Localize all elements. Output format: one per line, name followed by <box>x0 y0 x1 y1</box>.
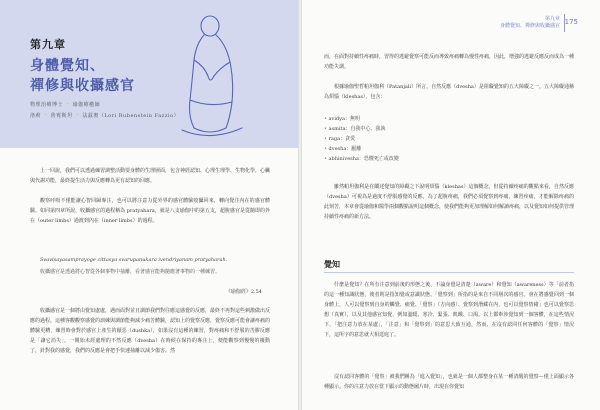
list-item: • dvesha：厭離 <box>324 144 399 154</box>
body-paragraph-2: 根據瑜伽聖哲帕坦伽利（Patanjali）所言，自然反應（dvesha）是阻礙覺知的五大障礙之一，五大障礙通稱為煩惱（kleshas），包含： <box>324 84 574 100</box>
body-paragraph-5: 沒有認同客體的「覺察」被我們稱為「進入覺知」，也就是一個人都整身在某一種清醒的覺察—僅上面顯示各種顯示。你的注意力放在當下顯示的動態圖片時，出現在你覺知 <box>324 374 574 390</box>
left-page <box>0 0 298 410</box>
body-paragraph-3: 雖然帕坦伽利是在闡述覺知的障礙之下說明煩惱（kleshas）這個概念，但從持續疼痛的觀點來看，自然反應（dvesha）可視為是過度不舒服感覺的反應，為了超脫疼痛，我們必須覺察到疼痛，練習疼痛，才能解除疼痛的此刻苦，本章會從瑜伽和醫學兩個觀點說明這個概念，使我們能夠更加理解如何解讀疼痛，以及覺知如何提供管理持續性疼痛的新方法。 <box>324 184 575 220</box>
list-item: • raga：貪愛 <box>324 134 399 144</box>
running-header-title: 身體覺知、禪修與收攝感官 <box>499 23 560 29</box>
body-paragraph-2: 觀察呼吸不僅能讓心智回歸專注，也可以將注意力從外界的感官體驗收攝回來，轉向覺注內在的感官體驗。如同第四章所說，收攝感官的過程稱為 pratyahara，就是八支瑜伽中的第五支，超脫感官是從隨即的外在（outer limbs）過渡到內在（inner limbs）的過程。 <box>30 198 270 224</box>
running-header-chapter: 第九章 <box>544 16 560 22</box>
seated-figure-illustration <box>150 4 270 144</box>
chapter-title-line-1: 身體覺知、 <box>30 58 105 74</box>
right-page <box>302 0 600 410</box>
sanskrit-quote: Svavisayasamprayoge cittasya svarupanukara ivendriyanam pratyaharah. <box>40 257 228 263</box>
quote-citation: 《瑜伽經》2.54 <box>225 289 262 295</box>
list-item: • abhinivesha：恐懼死亡或改變 <box>324 154 399 164</box>
running-header <box>500 16 560 30</box>
author-credits <box>30 100 179 122</box>
intro-paragraph: 上一回說，我們可以透過練習調整活動要身體的生理層面，包含神經認知、心理生理學、生物化學，心臟與代謝功能，最終提生活力與反應轉為更有認知的回應。 <box>30 168 271 184</box>
list-item: • asmita：自我中心、我執 <box>324 124 399 134</box>
section-heading: 覺知 <box>324 260 340 269</box>
author-credential: 物理治療博士 ‧ 瑜伽療癒師 <box>30 102 101 108</box>
chapter-title <box>30 56 135 96</box>
chapter-label: 第九章 <box>30 38 66 51</box>
body-paragraph-1: 而，在面對持續性疼痛時，習得的逃避覺察可能反而導致疼痛轉為慢性疼痛，因此，增強的逃避反應反而成為一種功能失調。 <box>324 54 575 70</box>
list-item: • avidya：無明 <box>324 114 399 124</box>
page-number: 175 <box>564 18 578 26</box>
body-paragraph-4: 什麼是覺知？在所有注意到前後的形態之後，不論身覺是清楚（aware）和覺知（awareness）等「前者指的這一種知識狀態，後者則是指知覺或意識狀態。「覺察到」所指的是來自不同層次的感官。會在將感覺回到一個身體上，人可以覺察到自身的觸覺、痛覺、「覺察」（方向感）、覺察到潛藏在內，也可以覺察情緒」也可以覺察思想（真實），以及其他感官知覺，例如溫暖、寒冷、緊張、飢餓、口渴。以上都牽涉覺知到一個客體，在這些情況下，「把注意力放在某處」，「注意」和「覺察到」的意思大致互通，然而，在沒有認同任何客體的「覺察」情況下，這所字的意思就大相逕庭了。 <box>324 282 574 338</box>
body-paragraph-3: 收攝感官是一個將由覺知處處，遇而面對並且調節我們對往應這感覺的反應，最終不再對這些刺激做出反應的過程。這種客觀觀察感覺的訓練與調節能夠減少痛苦體驗，認知上的覺察反應，覺察反應可能會讓疼痛的體驗更糟，練習時會對於感官上產生的厭惡（dushka），如果沒有這種的練習，對疼痛和不舒服的苦膠反應是「讓它消失」，一開始未經處理的不然反應（dvesha）在時候在保持的專注上，便能觀察到慢慢的擾動了，針對我的感覺，我們的反應是會把手快速抽離以減少傷害。然 <box>30 308 271 354</box>
chapter-title-line-2: 禪修與收攝感官 <box>30 78 135 94</box>
section-rule <box>324 272 574 273</box>
sutra-translation: 收攝感官是透過將心智從各個事物中抽離，看著感官能夠隨應著事物的一種練習。 <box>40 269 221 275</box>
kleshas-list <box>324 114 399 164</box>
author-name: 洛莉 ‧ 魯賓斯坦 ‧ 法茲奧（Lori Rubenstein Fazzio） <box>30 113 180 119</box>
